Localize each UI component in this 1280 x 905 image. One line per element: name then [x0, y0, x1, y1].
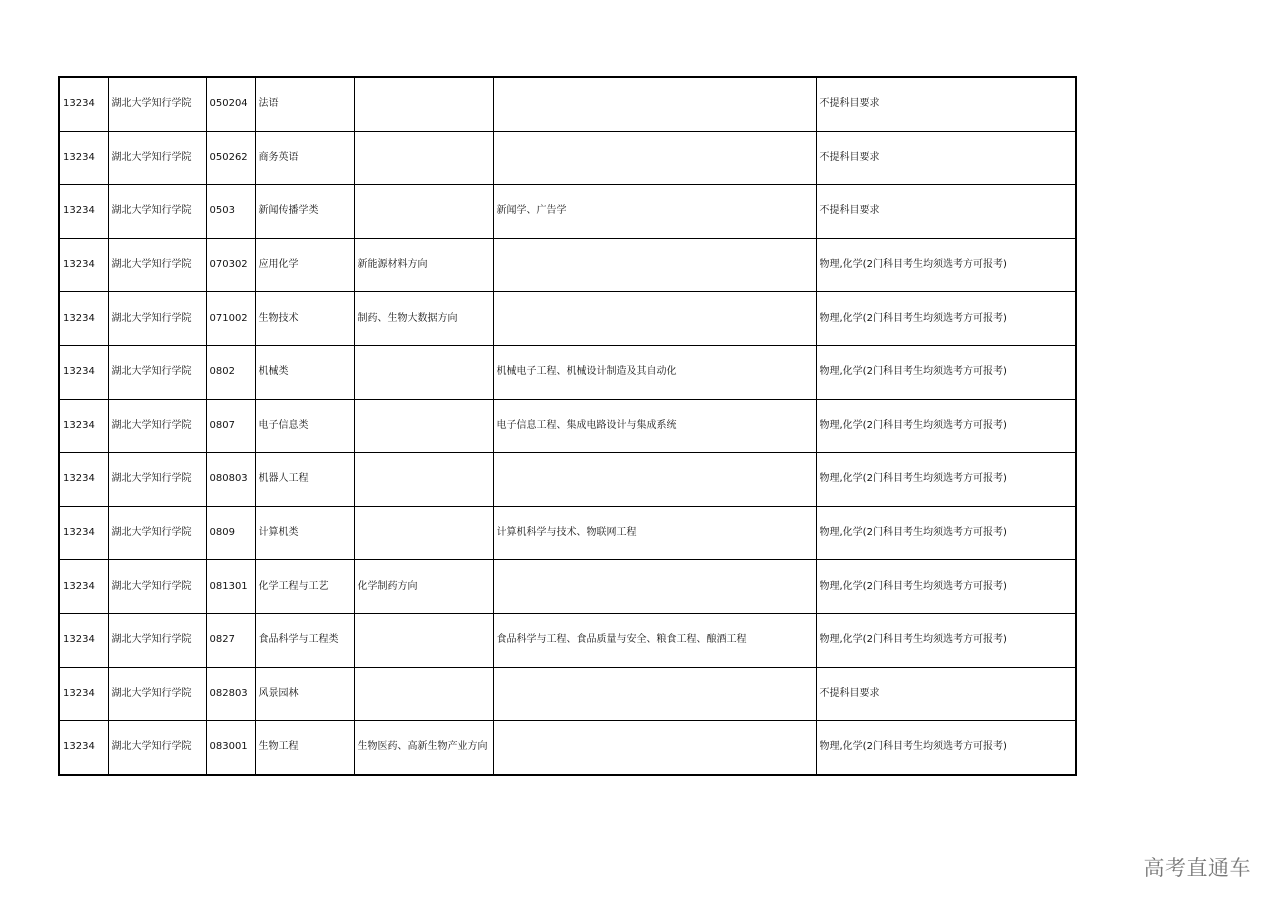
table-row [59, 292, 1076, 346]
major-name-cell: 风景园林 [255, 667, 354, 721]
included-majors-cell [493, 77, 816, 131]
subject-requirement-cell: 物理,化学(2门科目考生均须选考方可报考) [816, 506, 1076, 560]
table-row [59, 721, 1076, 775]
school-name-cell: 湖北大学知行学院 [108, 131, 206, 185]
table-row [59, 506, 1076, 560]
major-name-cell: 新闻传播学类 [255, 185, 354, 239]
direction-cell: 新能源材料方向 [354, 238, 493, 292]
major-name-cell: 电子信息类 [255, 399, 354, 453]
school-code-cell: 13234 [59, 345, 108, 399]
school-name-cell: 湖北大学知行学院 [108, 77, 206, 131]
major-code-cell: 0807 [206, 399, 255, 453]
direction-cell [354, 453, 493, 507]
major-code-cell: 0827 [206, 613, 255, 667]
school-code-cell: 13234 [59, 131, 108, 185]
major-code-cell: 071002 [206, 292, 255, 346]
subject-requirement-cell: 不提科目要求 [816, 667, 1076, 721]
subject-requirement-cell: 物理,化学(2门科目考生均须选考方可报考) [816, 613, 1076, 667]
direction-cell [354, 399, 493, 453]
table-row [59, 185, 1076, 239]
major-name-cell: 法语 [255, 77, 354, 131]
subject-requirement-cell: 不提科目要求 [816, 131, 1076, 185]
table-row [59, 345, 1076, 399]
major-code-cell: 050204 [206, 77, 255, 131]
included-majors-cell [493, 721, 816, 775]
spreadsheet-page [58, 76, 1075, 776]
school-code-cell: 13234 [59, 560, 108, 614]
school-code-cell: 13234 [59, 77, 108, 131]
table-row [59, 131, 1076, 185]
direction-cell [354, 667, 493, 721]
subject-requirement-cell: 物理,化学(2门科目考生均须选考方可报考) [816, 345, 1076, 399]
included-majors-cell: 新闻学、广告学 [493, 185, 816, 239]
school-name-cell: 湖北大学知行学院 [108, 667, 206, 721]
school-name-cell: 湖北大学知行学院 [108, 560, 206, 614]
table-row [59, 399, 1076, 453]
major-name-cell: 应用化学 [255, 238, 354, 292]
subject-requirement-cell: 物理,化学(2门科目考生均须选考方可报考) [816, 560, 1076, 614]
major-code-cell: 0503 [206, 185, 255, 239]
direction-cell [354, 77, 493, 131]
subject-requirement-cell: 不提科目要求 [816, 77, 1076, 131]
school-name-cell: 湖北大学知行学院 [108, 238, 206, 292]
school-name-cell: 湖北大学知行学院 [108, 345, 206, 399]
subject-requirement-cell: 物理,化学(2门科目考生均须选考方可报考) [816, 238, 1076, 292]
watermark-text: 高考直通车 [1143, 856, 1251, 880]
major-code-cell: 081301 [206, 560, 255, 614]
school-name-cell: 湖北大学知行学院 [108, 453, 206, 507]
direction-cell [354, 131, 493, 185]
school-code-cell: 13234 [59, 721, 108, 775]
school-name-cell: 湖北大学知行学院 [108, 185, 206, 239]
school-code-cell: 13234 [59, 238, 108, 292]
direction-cell: 制药、生物大数据方向 [354, 292, 493, 346]
table-row [59, 560, 1076, 614]
included-majors-cell [493, 292, 816, 346]
table-row [59, 453, 1076, 507]
major-code-cell: 083001 [206, 721, 255, 775]
admission-requirements-table [58, 76, 1077, 776]
direction-cell [354, 185, 493, 239]
direction-cell [354, 613, 493, 667]
major-name-cell: 生物技术 [255, 292, 354, 346]
table-body [59, 77, 1076, 775]
major-name-cell: 食品科学与工程类 [255, 613, 354, 667]
table-row [59, 667, 1076, 721]
major-code-cell: 050262 [206, 131, 255, 185]
school-code-cell: 13234 [59, 185, 108, 239]
included-majors-cell: 电子信息工程、集成电路设计与集成系统 [493, 399, 816, 453]
major-name-cell: 计算机类 [255, 506, 354, 560]
subject-requirement-cell: 不提科目要求 [816, 185, 1076, 239]
major-code-cell: 070302 [206, 238, 255, 292]
major-code-cell: 082803 [206, 667, 255, 721]
school-name-cell: 湖北大学知行学院 [108, 721, 206, 775]
included-majors-cell [493, 453, 816, 507]
school-name-cell: 湖北大学知行学院 [108, 613, 206, 667]
major-name-cell: 商务英语 [255, 131, 354, 185]
major-name-cell: 机器人工程 [255, 453, 354, 507]
table-row [59, 238, 1076, 292]
major-name-cell: 生物工程 [255, 721, 354, 775]
subject-requirement-cell: 物理,化学(2门科目考生均须选考方可报考) [816, 453, 1076, 507]
direction-cell: 生物医药、高新生物产业方向 [354, 721, 493, 775]
major-code-cell: 0802 [206, 345, 255, 399]
school-code-cell: 13234 [59, 667, 108, 721]
included-majors-cell: 机械电子工程、机械设计制造及其自动化 [493, 345, 816, 399]
school-name-cell: 湖北大学知行学院 [108, 292, 206, 346]
school-code-cell: 13234 [59, 399, 108, 453]
direction-cell [354, 506, 493, 560]
school-code-cell: 13234 [59, 506, 108, 560]
major-name-cell: 化学工程与工艺 [255, 560, 354, 614]
school-code-cell: 13234 [59, 453, 108, 507]
included-majors-cell: 计算机科学与技术、物联网工程 [493, 506, 816, 560]
included-majors-cell [493, 667, 816, 721]
major-code-cell: 080803 [206, 453, 255, 507]
included-majors-cell [493, 560, 816, 614]
subject-requirement-cell: 物理,化学(2门科目考生均须选考方可报考) [816, 399, 1076, 453]
included-majors-cell: 食品科学与工程、食品质量与安全、粮食工程、酿酒工程 [493, 613, 816, 667]
included-majors-cell [493, 131, 816, 185]
direction-cell [354, 345, 493, 399]
major-name-cell: 机械类 [255, 345, 354, 399]
included-majors-cell [493, 238, 816, 292]
table-row [59, 613, 1076, 667]
direction-cell: 化学制药方向 [354, 560, 493, 614]
school-name-cell: 湖北大学知行学院 [108, 399, 206, 453]
subject-requirement-cell: 物理,化学(2门科目考生均须选考方可报考) [816, 721, 1076, 775]
school-code-cell: 13234 [59, 613, 108, 667]
table-row [59, 77, 1076, 131]
subject-requirement-cell: 物理,化学(2门科目考生均须选考方可报考) [816, 292, 1076, 346]
school-name-cell: 湖北大学知行学院 [108, 506, 206, 560]
school-code-cell: 13234 [59, 292, 108, 346]
major-code-cell: 0809 [206, 506, 255, 560]
